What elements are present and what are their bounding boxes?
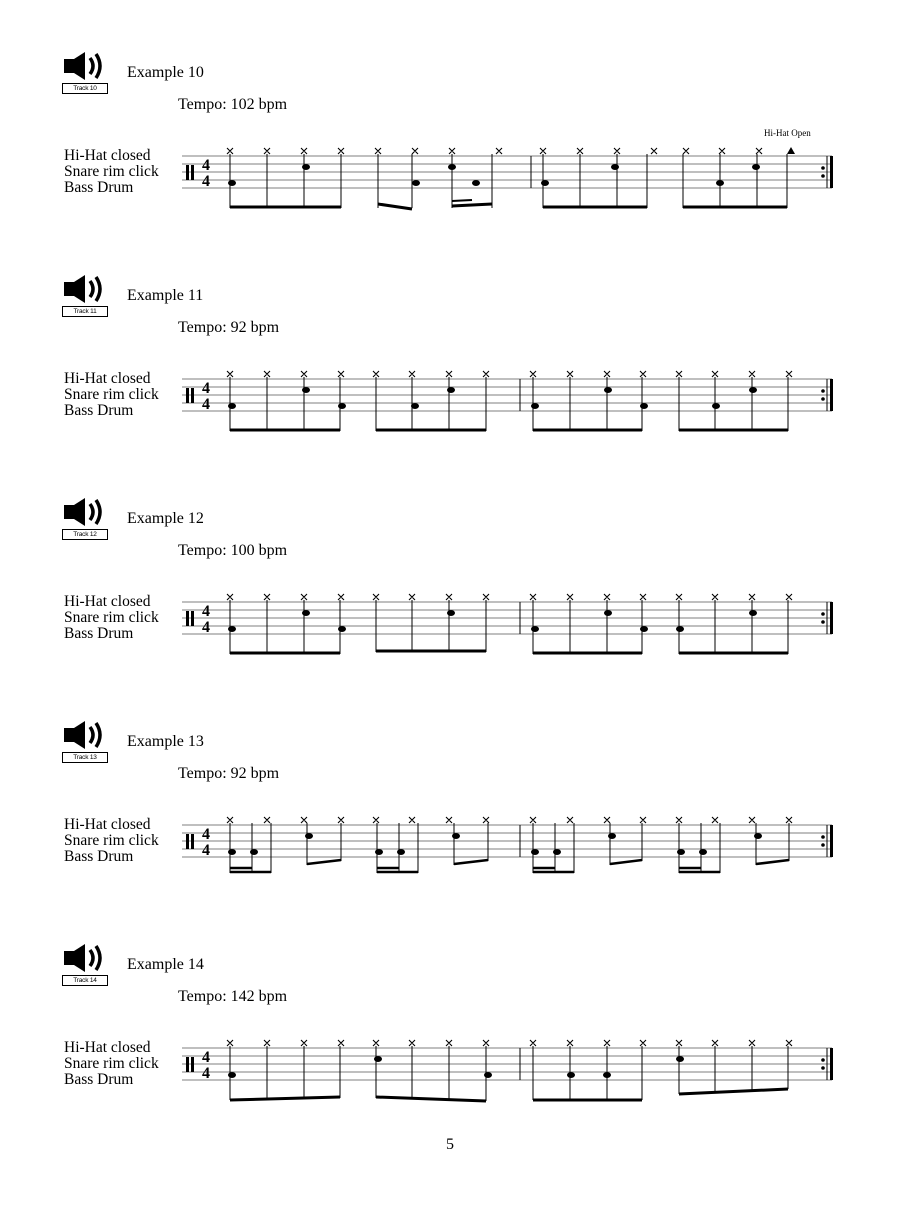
percussion-clef xyxy=(186,165,194,180)
track-label: Track 12 xyxy=(62,529,108,540)
tempo-label: Tempo: 100 bpm xyxy=(178,542,288,559)
example-13 xyxy=(0,721,900,911)
time-signature xyxy=(202,157,210,190)
percussion-clef xyxy=(186,611,194,626)
percussion-clef xyxy=(186,834,194,849)
label-hihat: Hi-Hat closed xyxy=(64,147,151,164)
svg-text:4: 4 xyxy=(202,826,210,843)
label-snare: Snare rim click xyxy=(64,832,159,849)
tempo-label: Tempo: 92 bpm xyxy=(178,765,280,782)
track-label: Track 11 xyxy=(62,306,108,317)
example-title: Example 13 xyxy=(127,733,204,750)
percussion-clef xyxy=(186,388,194,403)
svg-text:4: 4 xyxy=(202,396,210,413)
example-title: Example 11 xyxy=(127,287,204,304)
time-signature xyxy=(202,380,210,413)
drum-staff xyxy=(0,566,900,656)
tempo-label: Tempo: 92 bpm xyxy=(178,319,280,336)
example-10 xyxy=(0,52,900,242)
hihat-open-annotation: Hi-Hat Open xyxy=(764,128,811,138)
label-hihat: Hi-Hat closed xyxy=(64,370,151,387)
label-hihat: Hi-Hat closed xyxy=(64,1039,151,1056)
label-hihat: Hi-Hat closed xyxy=(64,593,151,610)
example-title: Example 12 xyxy=(127,510,204,527)
track-label: Track 13 xyxy=(62,752,108,763)
track-label: Track 10 xyxy=(62,83,108,94)
drum-staff xyxy=(0,120,900,210)
example-11 xyxy=(0,275,900,465)
label-snare: Snare rim click xyxy=(64,609,159,626)
percussion-clef xyxy=(186,1057,194,1072)
svg-text:4: 4 xyxy=(202,173,210,190)
drum-staff xyxy=(0,343,900,433)
label-bass: Bass Drum xyxy=(64,625,134,642)
example-title: Example 14 xyxy=(127,956,204,973)
svg-text:4: 4 xyxy=(202,1065,210,1082)
svg-text:4: 4 xyxy=(202,380,210,397)
tempo-label: Tempo: 142 bpm xyxy=(178,988,288,1005)
label-snare: Snare rim click xyxy=(64,163,159,180)
tempo-label: Tempo: 102 bpm xyxy=(178,96,288,113)
time-signature xyxy=(202,603,210,636)
drum-staff xyxy=(0,1012,900,1102)
example-14 xyxy=(0,944,900,1134)
label-bass: Bass Drum xyxy=(64,1071,134,1088)
time-signature xyxy=(202,826,210,859)
example-12 xyxy=(0,498,900,688)
label-bass: Bass Drum xyxy=(64,848,134,865)
example-title: Example 10 xyxy=(127,64,204,81)
svg-text:4: 4 xyxy=(202,619,210,636)
track-label: Track 14 xyxy=(62,975,108,986)
svg-text:4: 4 xyxy=(202,1049,210,1066)
time-signature xyxy=(202,1049,210,1082)
svg-text:4: 4 xyxy=(202,842,210,859)
label-hihat: Hi-Hat closed xyxy=(64,816,151,833)
page-number: 5 xyxy=(446,1136,454,1153)
label-snare: Snare rim click xyxy=(64,1055,159,1072)
svg-text:4: 4 xyxy=(202,157,210,174)
label-snare: Snare rim click xyxy=(64,386,159,403)
label-bass: Bass Drum xyxy=(64,402,134,419)
label-bass: Bass Drum xyxy=(64,179,134,196)
svg-text:4: 4 xyxy=(202,603,210,620)
drum-staff xyxy=(0,789,900,879)
